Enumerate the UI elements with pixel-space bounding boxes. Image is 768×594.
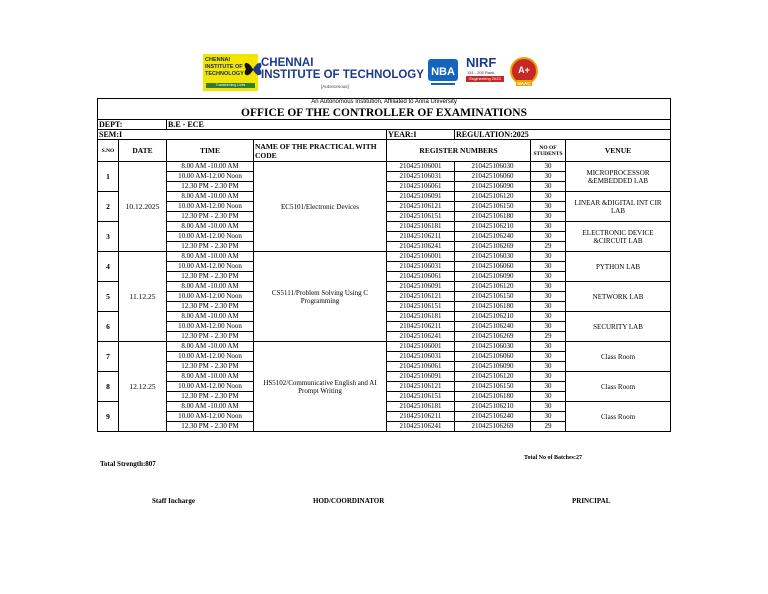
student-count-cell: 30 [531, 262, 566, 272]
student-count-cell: 30 [531, 402, 566, 412]
col-header-sno: S.NO [98, 140, 119, 162]
register-to-cell: 210425106180 [455, 392, 531, 402]
student-count-cell: 30 [531, 192, 566, 202]
register-to-cell: 210425106060 [455, 352, 531, 362]
total-batches: Total No of Batches:27 [524, 455, 582, 461]
time-cell: 8.00 AM -10.00 AM [167, 342, 254, 352]
year-label: YEAR:I [387, 130, 455, 140]
student-count-cell: 29 [531, 422, 566, 432]
nirf-title: NIRF [466, 55, 497, 70]
register-to-cell: 210425106240 [455, 232, 531, 242]
time-cell: 8.00 AM -10.00 AM [167, 162, 254, 172]
table-row [98, 162, 671, 172]
venue-cell: ELECTRONIC DEVICE &CIRCUIT LAB [566, 222, 671, 252]
naac-text: NAAC [517, 81, 531, 86]
time-cell: 10.00 AM-12.00 Noon [167, 322, 254, 332]
hod-coordinator-signature: HOD/COORDINATOR [313, 497, 385, 505]
venue-cell: LINEAR &DIGITAL INT CIR LAB [566, 192, 671, 222]
register-to-cell: 210425106210 [455, 222, 531, 232]
register-from-cell: 210425106061 [387, 272, 455, 282]
register-from-cell: 210425106151 [387, 392, 455, 402]
student-count-cell: 29 [531, 242, 566, 252]
time-cell: 12.30 PM - 2.30 PM [167, 182, 254, 192]
register-from-cell: 210425106061 [387, 362, 455, 372]
register-from-cell: 210425106151 [387, 212, 455, 222]
venue-cell: Class Room [566, 342, 671, 372]
student-count-cell: 30 [531, 172, 566, 182]
venue-cell: Class Room [566, 402, 671, 432]
total-strength: Total Strength:807 [100, 460, 156, 468]
register-to-cell: 210425106030 [455, 342, 531, 352]
institute-name-line-2: INSTITUTE OF TECHNOLOGY [261, 69, 424, 81]
institute-logo [203, 54, 424, 92]
register-to-cell: 210425106180 [455, 302, 531, 312]
register-from-cell: 210425106031 [387, 352, 455, 362]
register-from-cell: 210425106241 [387, 422, 455, 432]
time-cell: 8.00 AM -10.00 AM [167, 192, 254, 202]
cit-logo-line-2: INSTITUTE OF [205, 64, 243, 70]
col-header-register: REGISTER NUMBERS [387, 140, 531, 162]
student-count-cell: 30 [531, 352, 566, 362]
register-to-cell: 210425106210 [455, 312, 531, 322]
register-to-cell: 210425106240 [455, 412, 531, 422]
cit-logo-line-3: TECHNOLOGY [205, 71, 244, 77]
register-to-cell: 210425106120 [455, 192, 531, 202]
student-count-cell: 30 [531, 342, 566, 352]
sem-label: SEM:I [98, 130, 387, 140]
date-cell: 11.12.25 [119, 252, 167, 342]
time-cell: 10.00 AM-12.00 Noon [167, 232, 254, 242]
register-to-cell: 210425106090 [455, 362, 531, 372]
register-to-cell: 210425106150 [455, 292, 531, 302]
butterfly-icon [243, 58, 263, 80]
register-from-cell: 210425106001 [387, 252, 455, 262]
sno-cell: 3 [98, 222, 119, 252]
register-from-cell: 210425106181 [387, 222, 455, 232]
practical-exam-schedule-table [97, 98, 671, 432]
register-from-cell: 210425106211 [387, 322, 455, 332]
register-from-cell: 210425106211 [387, 232, 455, 242]
office-title: OFFICE OF THE CONTROLLER OF EXAMINATIONS [98, 107, 671, 120]
naac-badge-icon [509, 56, 539, 89]
dept-value: B.E - ECE [167, 120, 671, 130]
student-count-cell: 30 [531, 292, 566, 302]
time-cell: 12.30 PM - 2.30 PM [167, 332, 254, 342]
table-row [98, 342, 671, 352]
student-count-cell: 30 [531, 362, 566, 372]
register-from-cell: 210425106001 [387, 162, 455, 172]
register-to-cell: 210425106090 [455, 272, 531, 282]
student-count-cell: 30 [531, 252, 566, 262]
practical-name-cell: EC5101/Electronic Devices [254, 162, 387, 252]
time-cell: 10.00 AM-12.00 Noon [167, 202, 254, 212]
register-from-cell: 210425106211 [387, 412, 455, 422]
institute-subtitle: [Autonomous] [321, 84, 349, 89]
sno-cell: 4 [98, 252, 119, 282]
sno-cell: 6 [98, 312, 119, 342]
col-header-students: NO OF STUDENTS [531, 140, 566, 162]
institute-name-line-1: CHENNAI [261, 57, 314, 69]
dept-label: DEPT: [98, 120, 167, 130]
register-from-cell: 210425106001 [387, 342, 455, 352]
time-cell: 10.00 AM-12.00 Noon [167, 412, 254, 422]
register-from-cell: 210425106181 [387, 312, 455, 322]
student-count-cell: 30 [531, 282, 566, 292]
student-count-cell: 30 [531, 222, 566, 232]
register-to-cell: 210425106269 [455, 242, 531, 252]
venue-cell: PYTHON LAB [566, 252, 671, 282]
time-cell: 8.00 AM -10.00 AM [167, 252, 254, 262]
institute-name [261, 57, 424, 81]
time-cell: 10.00 AM-12.00 Noon [167, 262, 254, 272]
nba-logo-text: NBA [431, 66, 455, 78]
register-from-cell: 210425106091 [387, 282, 455, 292]
time-cell: 12.30 PM - 2.30 PM [167, 242, 254, 252]
register-to-cell: 210425106090 [455, 182, 531, 192]
student-count-cell: 30 [531, 312, 566, 322]
regulation-label: REGULATION:2025 [455, 130, 671, 140]
col-header-time: TIME [167, 140, 254, 162]
register-from-cell: 210425106121 [387, 292, 455, 302]
register-to-cell: 210425106060 [455, 172, 531, 182]
register-from-cell: 210425106151 [387, 302, 455, 312]
register-to-cell: 210425106120 [455, 372, 531, 382]
register-to-cell: 210425106060 [455, 262, 531, 272]
register-from-cell: 210425106091 [387, 192, 455, 202]
sno-cell: 5 [98, 282, 119, 312]
table-row [98, 252, 671, 262]
register-from-cell: 210425106121 [387, 202, 455, 212]
time-cell: 8.00 AM -10.00 AM [167, 312, 254, 322]
register-to-cell: 210425106269 [455, 332, 531, 342]
time-cell: 12.30 PM - 2.30 PM [167, 212, 254, 222]
nirf-band: Engineering 2023 [466, 76, 504, 82]
sno-cell: 9 [98, 402, 119, 432]
student-count-cell: 30 [531, 302, 566, 312]
date-cell: 10.12.2025 [119, 162, 167, 252]
naac-grade: A+ [518, 65, 530, 75]
student-count-cell: 30 [531, 392, 566, 402]
cit-logo-line-1: CHENNAI [205, 57, 231, 63]
student-count-cell: 30 [531, 372, 566, 382]
register-to-cell: 210425106030 [455, 252, 531, 262]
venue-cell: SECURITY LAB [566, 312, 671, 342]
student-count-cell: 30 [531, 162, 566, 172]
time-cell: 12.30 PM - 2.30 PM [167, 422, 254, 432]
nirf-rank: 151 - 200 Rank [467, 70, 495, 75]
staff-incharge-signature: Staff Incharge [152, 497, 195, 505]
date-cell: 12.12.25 [119, 342, 167, 432]
student-count-cell: 29 [531, 332, 566, 342]
register-from-cell: 210425106241 [387, 332, 455, 342]
student-count-cell: 30 [531, 212, 566, 222]
register-to-cell: 210425106240 [455, 322, 531, 332]
register-from-cell: 210425106241 [387, 242, 455, 252]
register-from-cell: 210425106031 [387, 262, 455, 272]
register-from-cell: 210425106031 [387, 172, 455, 182]
register-to-cell: 210425106120 [455, 282, 531, 292]
nirf-logo [463, 56, 507, 90]
practical-name-cell: HS5102/Communicative English and AI Prompt Writing [254, 342, 387, 432]
sno-cell: 7 [98, 342, 119, 372]
student-count-cell: 30 [531, 322, 566, 332]
time-cell: 12.30 PM - 2.30 PM [167, 272, 254, 282]
time-cell: 8.00 AM -10.00 AM [167, 372, 254, 382]
register-to-cell: 210425106180 [455, 212, 531, 222]
time-cell: 10.00 AM-12.00 Noon [167, 382, 254, 392]
register-from-cell: 210425106121 [387, 382, 455, 392]
time-cell: 8.00 AM -10.00 AM [167, 402, 254, 412]
venue-cell: NETWORK LAB [566, 282, 671, 312]
time-cell: 12.30 PM - 2.30 PM [167, 362, 254, 372]
time-cell: 10.00 AM-12.00 Noon [167, 352, 254, 362]
register-to-cell: 210425106030 [455, 162, 531, 172]
time-cell: 10.00 AM-12.00 Noon [167, 292, 254, 302]
col-header-venue: VENUE [566, 140, 671, 162]
cit-logo-tagline: Transforming Lives [206, 83, 255, 88]
affiliation-text: An Autonomous Institution, Affiliated to Anna University [98, 99, 671, 107]
time-cell: 8.00 AM -10.00 AM [167, 282, 254, 292]
student-count-cell: 30 [531, 202, 566, 212]
register-to-cell: 210425106269 [455, 422, 531, 432]
col-header-practical: NAME OF THE PRACTICAL WITH CODE [254, 140, 387, 162]
time-cell: 12.30 PM - 2.30 PM [167, 392, 254, 402]
register-to-cell: 210425106150 [455, 202, 531, 212]
venue-cell: Class Room [566, 372, 671, 402]
register-to-cell: 210425106210 [455, 402, 531, 412]
student-count-cell: 30 [531, 412, 566, 422]
register-from-cell: 210425106181 [387, 402, 455, 412]
time-cell: 12.30 PM - 2.30 PM [167, 302, 254, 312]
sno-cell: 1 [98, 162, 119, 192]
register-to-cell: 210425106150 [455, 382, 531, 392]
student-count-cell: 30 [531, 382, 566, 392]
time-cell: 10.00 AM-12.00 Noon [167, 172, 254, 182]
student-count-cell: 30 [531, 232, 566, 242]
nba-logo-icon [427, 56, 459, 88]
register-from-cell: 210425106061 [387, 182, 455, 192]
col-header-date: DATE [119, 140, 167, 162]
time-cell: 8.00 AM -10.00 AM [167, 222, 254, 232]
student-count-cell: 30 [531, 272, 566, 282]
sno-cell: 8 [98, 372, 119, 402]
sno-cell: 2 [98, 192, 119, 222]
student-count-cell: 30 [531, 182, 566, 192]
register-from-cell: 210425106091 [387, 372, 455, 382]
venue-cell: MICROPROCESSOR &EMBEDDED LAB [566, 162, 671, 192]
principal-signature: PRINCIPAL [572, 497, 611, 505]
practical-name-cell: CS5111/Problem Solving Using C Programming [254, 252, 387, 342]
